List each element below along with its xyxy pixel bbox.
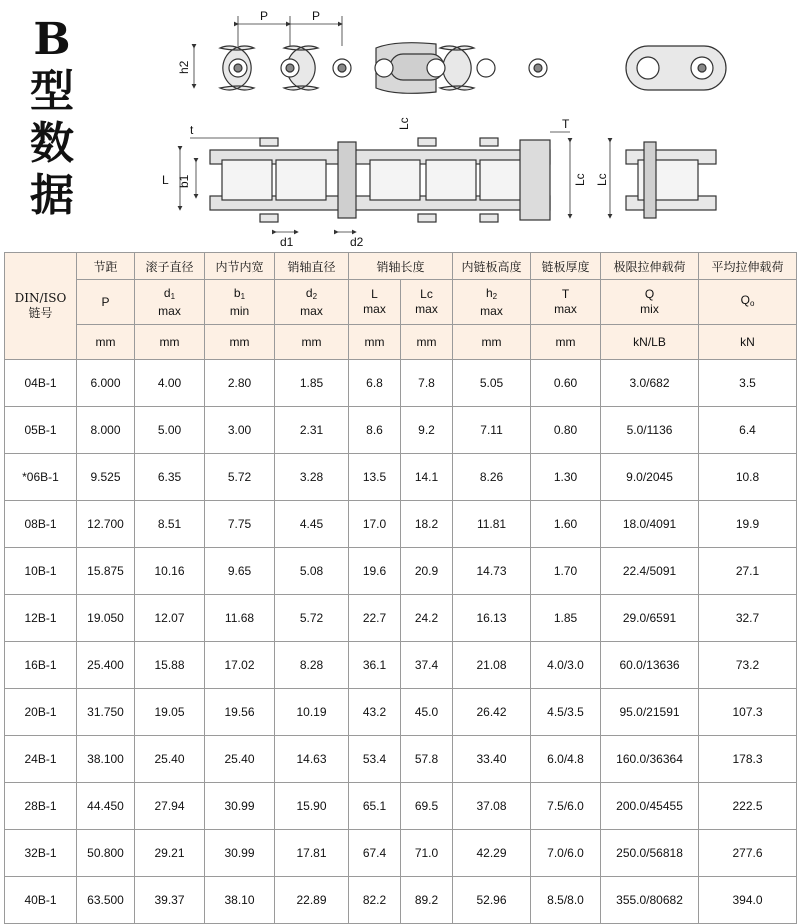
chain-number-cell: 32B-1 (5, 830, 77, 877)
table-cell: 30.99 (205, 783, 275, 830)
table-cell: 3.5 (699, 360, 797, 407)
dim-label-d1: d1 (280, 235, 294, 249)
table-cell: 65.1 (349, 783, 401, 830)
table-cell: 14.1 (401, 454, 453, 501)
chain-number-cell: 20B-1 (5, 689, 77, 736)
table-cell: 43.2 (349, 689, 401, 736)
table-cell: 42.29 (453, 830, 531, 877)
table-cell: 12.700 (77, 501, 135, 548)
table-cell: 7.0/6.0 (531, 830, 601, 877)
table-cell: 9.525 (77, 454, 135, 501)
dim-label-t-cap: T (562, 117, 570, 131)
header-row-names (5, 253, 797, 280)
col-name: 销轴长度 (349, 253, 453, 280)
symbol-text: $b_1$ (233, 285, 246, 301)
table-cell: 277.6 (699, 830, 797, 877)
table-cell: 8.6 (349, 407, 401, 454)
table-row (5, 595, 797, 642)
dim-label-lc-top: Lc (397, 117, 411, 130)
table-cell: 3.0/682 (601, 360, 699, 407)
table-cell: 27.1 (699, 548, 797, 595)
table-row (5, 783, 797, 830)
symbol-qualifier: max (415, 302, 438, 316)
chain-number-cell: 40B-1 (5, 877, 77, 924)
table-cell: 8.51 (135, 501, 205, 548)
table-cell: 50.800 (77, 830, 135, 877)
table-cell: 9.65 (205, 548, 275, 595)
table-cell: 69.5 (401, 783, 453, 830)
table-cell: 394.0 (699, 877, 797, 924)
chain-drawing (150, 0, 750, 250)
title-char: B (33, 14, 71, 65)
row-header-line: 链号 (28, 306, 53, 320)
chain-plan-view (210, 138, 550, 222)
chain-number-cell: 08B-1 (5, 501, 77, 548)
chain-number-cell: 16B-1 (5, 642, 77, 689)
table-cell: 7.8 (401, 360, 453, 407)
table-cell: 22.4/5091 (601, 548, 699, 595)
chain-number-cell: 24B-1 (5, 736, 77, 783)
table-cell: 11.81 (453, 501, 531, 548)
table-cell: 7.5/6.0 (531, 783, 601, 830)
table-row (5, 407, 797, 454)
table-cell: 63.500 (77, 877, 135, 924)
table-cell: 36.1 (349, 642, 401, 689)
chain-number-cell: *06B-1 (5, 454, 77, 501)
table-cell: 200.0/45455 (601, 783, 699, 830)
symbol-qualifier: mix (640, 302, 659, 316)
col-unit: mm (453, 325, 531, 360)
symbol-text: $d_1$ (163, 285, 176, 301)
col-unit: mm (401, 325, 453, 360)
symbol-qualifier: max (363, 302, 386, 316)
symbol-text: $d_2$ (305, 285, 318, 301)
table-cell: 37.4 (401, 642, 453, 689)
table-cell: 19.9 (699, 501, 797, 548)
table-cell: 7.11 (453, 407, 531, 454)
table-cell: 9.2 (401, 407, 453, 454)
table-cell: 13.5 (349, 454, 401, 501)
table-cell: 6.0/4.8 (531, 736, 601, 783)
table-cell: 18.0/4091 (601, 501, 699, 548)
table-cell: 10.19 (275, 689, 349, 736)
col-name: 链板厚度 (531, 253, 601, 280)
table-cell: 27.94 (135, 783, 205, 830)
table-cell: 44.450 (77, 783, 135, 830)
col-name: 平均拉伸载荷 (699, 253, 797, 280)
col-symbol (275, 280, 349, 325)
row-header-cell (5, 253, 77, 360)
table-cell: 21.08 (453, 642, 531, 689)
table-cell: 8.26 (453, 454, 531, 501)
table-cell: 39.37 (135, 877, 205, 924)
table-cell: 24.2 (401, 595, 453, 642)
table-row (5, 642, 797, 689)
symbol-qualifier: max (300, 303, 323, 318)
table-cell: 14.73 (453, 548, 531, 595)
table-cell: 6.8 (349, 360, 401, 407)
table-cell: 10.8 (699, 454, 797, 501)
table-cell: 38.100 (77, 736, 135, 783)
header-row-symbols (5, 280, 797, 325)
table-cell: 178.3 (699, 736, 797, 783)
table-cell: 22.7 (349, 595, 401, 642)
table-cell: 11.68 (205, 595, 275, 642)
table-cell: 12.07 (135, 595, 205, 642)
table-cell: 4.00 (135, 360, 205, 407)
table-cell: 5.05 (453, 360, 531, 407)
dim-label-t: t (190, 123, 194, 137)
table-cell: 1.85 (531, 595, 601, 642)
table-cell: 19.050 (77, 595, 135, 642)
col-unit: mm (531, 325, 601, 360)
table-cell: 5.00 (135, 407, 205, 454)
table-cell: 16.13 (453, 595, 531, 642)
col-name: 节距 (77, 253, 135, 280)
table-cell: 15.875 (77, 548, 135, 595)
table-cell: 17.0 (349, 501, 401, 548)
col-unit: mm (275, 325, 349, 360)
table-cell: 19.05 (135, 689, 205, 736)
table-cell: 4.0/3.0 (531, 642, 601, 689)
table-cell: 73.2 (699, 642, 797, 689)
symbol-qualifier: max (480, 303, 503, 318)
table-cell: 5.72 (275, 595, 349, 642)
symbol-text: $Q_o$ (740, 293, 755, 308)
table-cell: 53.4 (349, 736, 401, 783)
table-cell: 89.2 (401, 877, 453, 924)
table-cell: 6.35 (135, 454, 205, 501)
dim-label-lc-side: Lc (595, 173, 609, 186)
col-symbol (77, 280, 135, 325)
title-char: 数 (30, 118, 74, 169)
table-cell: 52.96 (453, 877, 531, 924)
table-cell: 3.28 (275, 454, 349, 501)
table-cell: 222.5 (699, 783, 797, 830)
col-symbol (349, 280, 401, 325)
chain-number-cell: 04B-1 (5, 360, 77, 407)
table-row (5, 877, 797, 924)
table-cell: 1.70 (531, 548, 601, 595)
col-symbol (453, 280, 531, 325)
table-row (5, 360, 797, 407)
table-cell: 26.42 (453, 689, 531, 736)
col-symbol (135, 280, 205, 325)
table-cell: 57.8 (401, 736, 453, 783)
table-cell: 22.89 (275, 877, 349, 924)
table-cell: 9.0/2045 (601, 454, 699, 501)
dim-label-lc-right: Lc (573, 173, 587, 186)
symbol-qualifier: max (158, 303, 181, 318)
chain-spec-table (4, 252, 797, 924)
dim-label-p2: P (312, 9, 321, 23)
chain-number-cell: 05B-1 (5, 407, 77, 454)
dim-label-l: L (162, 173, 169, 187)
symbol-qualifier: min (229, 303, 250, 318)
col-unit: mm (135, 325, 205, 360)
col-unit: kN (699, 325, 797, 360)
connecting-link-plan (626, 142, 716, 218)
table-cell: 1.60 (531, 501, 601, 548)
table-cell: 160.0/36364 (601, 736, 699, 783)
chain-number-cell: 28B-1 (5, 783, 77, 830)
table-cell: 15.90 (275, 783, 349, 830)
table-cell: 38.10 (205, 877, 275, 924)
table-cell: 32.7 (699, 595, 797, 642)
dim-label-d2: d2 (350, 235, 364, 249)
col-symbol (205, 280, 275, 325)
table-cell: 2.31 (275, 407, 349, 454)
table-cell: 18.2 (401, 501, 453, 548)
table-row (5, 736, 797, 783)
table-cell: 31.750 (77, 689, 135, 736)
header-row-units (5, 325, 797, 360)
table-cell: 33.40 (453, 736, 531, 783)
col-name: 极限拉伸载荷 (601, 253, 699, 280)
col-unit: mm (77, 325, 135, 360)
table-cell: 29.21 (135, 830, 205, 877)
table-row (5, 501, 797, 548)
table-cell: 1.30 (531, 454, 601, 501)
table-cell: 17.02 (205, 642, 275, 689)
table-cell: 25.40 (205, 736, 275, 783)
chain-number-cell: 12B-1 (5, 595, 77, 642)
table-cell: 0.80 (531, 407, 601, 454)
row-header-line: DIN/ISO (14, 291, 67, 305)
table-cell: 8.000 (77, 407, 135, 454)
table-cell: 37.08 (453, 783, 531, 830)
chain-number-cell: 10B-1 (5, 548, 77, 595)
symbol-text: $h_2$ (485, 285, 498, 301)
table-cell: 20.9 (401, 548, 453, 595)
series-title (22, 14, 82, 222)
table-cell: 19.6 (349, 548, 401, 595)
dim-label-h2: h2 (177, 60, 191, 74)
table-body (5, 360, 797, 924)
table-cell: 15.88 (135, 642, 205, 689)
table-cell: 4.5/3.5 (531, 689, 601, 736)
col-symbol (699, 280, 797, 325)
table-row (5, 689, 797, 736)
col-unit: mm (205, 325, 275, 360)
table-cell: 8.28 (275, 642, 349, 689)
table-cell: 7.75 (205, 501, 275, 548)
symbol-text: T (561, 287, 570, 301)
chain-side-view (220, 43, 547, 94)
table-cell: 14.63 (275, 736, 349, 783)
table-cell: 82.2 (349, 877, 401, 924)
table-cell: 107.3 (699, 689, 797, 736)
table-cell: 30.99 (205, 830, 275, 877)
table-cell: 355.0/80682 (601, 877, 699, 924)
connecting-link-view (626, 46, 726, 90)
table-row (5, 454, 797, 501)
table-cell: 2.80 (205, 360, 275, 407)
table-row (5, 548, 797, 595)
col-symbol (401, 280, 453, 325)
table-cell: 60.0/13636 (601, 642, 699, 689)
dim-label-p1: P (260, 9, 269, 23)
symbol-text: P (101, 294, 110, 309)
table-cell: 5.0/1136 (601, 407, 699, 454)
dim-label-b1: b1 (177, 174, 191, 188)
table-cell: 5.08 (275, 548, 349, 595)
table-cell: 19.56 (205, 689, 275, 736)
table-cell: 95.0/21591 (601, 689, 699, 736)
table-cell: 4.45 (275, 501, 349, 548)
symbol-text: Lc (420, 287, 433, 301)
col-name: 滚子直径 (135, 253, 205, 280)
table-cell: 6.4 (699, 407, 797, 454)
table-cell: 1.85 (275, 360, 349, 407)
col-name: 内节内宽 (205, 253, 275, 280)
table-cell: 6.000 (77, 360, 135, 407)
table-cell: 8.5/8.0 (531, 877, 601, 924)
col-unit: mm (349, 325, 401, 360)
col-symbol (601, 280, 699, 325)
table-cell: 17.81 (275, 830, 349, 877)
table-cell: 25.400 (77, 642, 135, 689)
table-cell: 67.4 (349, 830, 401, 877)
table-cell: 10.16 (135, 548, 205, 595)
col-name: 销轴直径 (275, 253, 349, 280)
table-cell: 71.0 (401, 830, 453, 877)
col-symbol (531, 280, 601, 325)
symbol-text: Q (644, 287, 655, 301)
title-char: 型 (30, 66, 74, 117)
symbol-qualifier: max (554, 302, 577, 316)
table-cell: 29.0/6591 (601, 595, 699, 642)
title-char: 据 (30, 170, 74, 221)
col-unit: kN/LB (601, 325, 699, 360)
table-cell: 0.60 (531, 360, 601, 407)
table-row (5, 830, 797, 877)
table-cell: 25.40 (135, 736, 205, 783)
table-cell: 45.0 (401, 689, 453, 736)
table-cell: 250.0/56818 (601, 830, 699, 877)
col-name: 内链板高度 (453, 253, 531, 280)
symbol-text: L (371, 287, 378, 301)
table-cell: 3.00 (205, 407, 275, 454)
table-cell: 5.72 (205, 454, 275, 501)
